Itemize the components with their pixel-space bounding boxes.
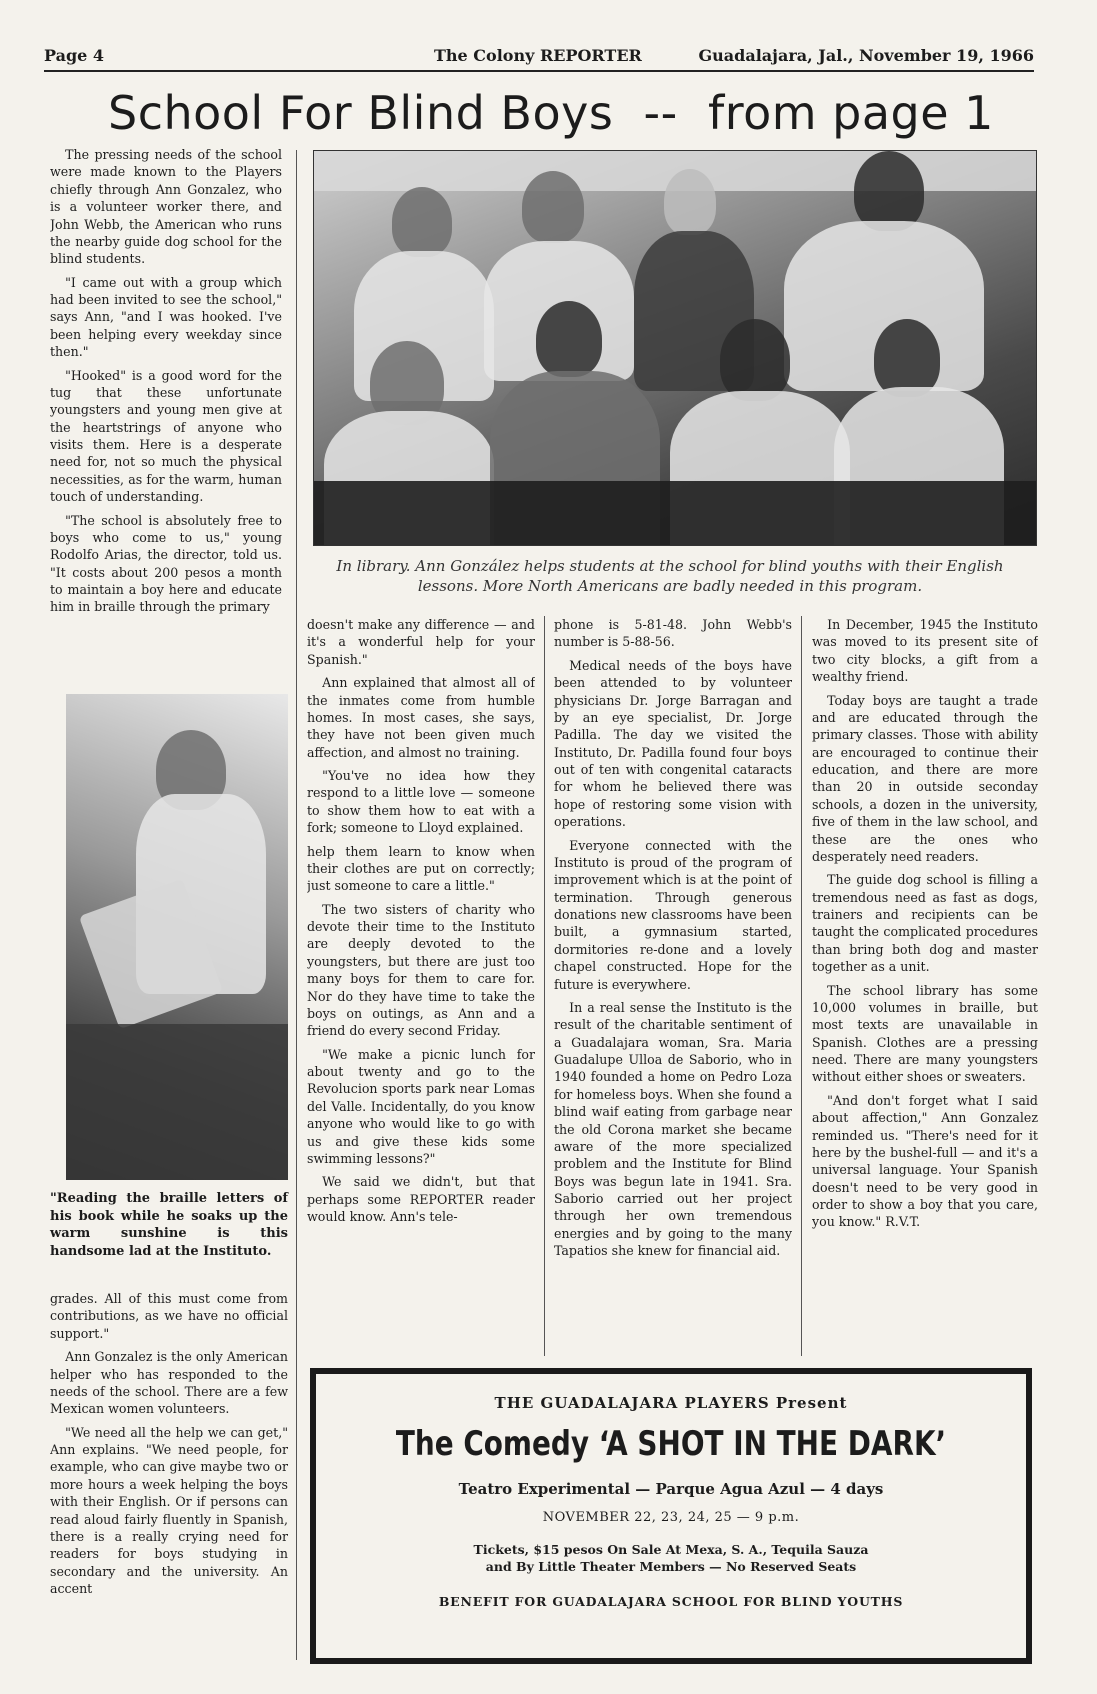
players-advertisement: [310, 1368, 1032, 1664]
paragraph: We said we didn't, but that perhaps some REPORTER reader would know. Ann's tele-: [307, 1174, 535, 1224]
paragraph: The school library has some 10,000 volumes in braille, but most texts are unavailable in Spanish. Clothes are a pressing need. There are many youngsters without either shoes or sweaters.: [812, 982, 1038, 1085]
ad-benefit: BENEFIT FOR GUADALAJARA SCHOOL FOR BLIND YOUTHS: [438, 1594, 904, 1609]
paragraph: "You've no idea how they respond to a little love — someone to show them how to eat with a fork; someone to Lloyd explained.: [307, 768, 535, 836]
paragraph: "We make a picnic lunch for about twenty and go to the Revolucion sports park near Lomas del Valle. Incidentally, do you know anyone who would like to go with us and give these kids some swimming lessons?": [307, 1046, 535, 1166]
photo-person-head: [536, 301, 602, 377]
photo-person-head: [874, 319, 940, 397]
photo-person-head: [522, 171, 584, 243]
library-group-photo: [313, 150, 1037, 546]
paragraph: Today boys are taught a trade and are educated through the primary classes. Those with ability are encouraged to continue their education, and there are more than 20 in outside seconday schools, a dozen in the university, five of them in the law school, and these are the ones who desperately need readers.: [812, 692, 1038, 864]
column-rule: [544, 616, 545, 1356]
paragraph: "The school is absolutely free to boys who come to us," young Rodolfo Arias, the director, told us. "It costs about 200 pesos a month to maintain a boy here and educate him in braille through the primary: [50, 512, 282, 615]
ad-tickets-line-2: and By Little Theater Members — No Reserved Seats: [485, 1558, 857, 1574]
photo-person-head: [720, 319, 790, 401]
headline: School For Blind Boys -- from page 1: [108, 86, 994, 140]
small-photo-caption: "Reading the braille letters of his book while he soaks up the warm sunshine is this handsome lad at the Instituto.: [50, 1191, 288, 1259]
page-number: Page 4: [44, 46, 105, 65]
paragraph: Ann Gonzalez is the only American helper who has responded to the needs of the school. There are a few Mexican women volunteers.: [50, 1349, 288, 1417]
ad-tickets: [316, 1542, 1026, 1576]
ad-venue: Teatro Experimental — Parque Agua Azul — 4 days: [458, 1480, 884, 1498]
page-header: [44, 46, 1034, 70]
braille-reader-photo: [66, 694, 288, 1180]
dateline: Guadalajara, Jal., November 19, 1966: [698, 46, 1034, 65]
paragraph: Medical needs of the boys have been attended to by volunteer physicians Dr. Jorge Barragan and by an eye specialist, Dr. Jorge Padilla. The day we visited the Instituto, Dr. Padilla found four boys out of ten with congenital cataracts for whom he believed there was hope of restoring some vision with operations.: [554, 657, 792, 830]
article-column-2: [307, 616, 535, 1354]
paragraph: phone is 5-81-48. John Webb's number is 5-88-56.: [554, 617, 792, 650]
paragraph: In a real sense the Instituto is the result of the charitable sentiment of a Guadalajara woman, Sra. Maria Guadalupe Ulloa de Saborio, who in 1940 founded a home on Pedro Loza for homeless boys. When she found a blind waif eating from garbage near the old Corona market she became aware of the more specialized problem and the Institute for Blind Boys was begun late in 1941. Sra. Saborio carried out her project through her own tremendous energies and by going to the many Tapatios she knew for financial aid.: [554, 999, 792, 1259]
ad-dates: NOVEMBER 22, 23, 24, 25 — 9 p.m.: [542, 1510, 800, 1525]
paper-name: The Colony REPORTER: [434, 46, 642, 65]
photo-person-head: [392, 187, 452, 257]
paragraph: The two sisters of charity who devote their time to the Instituto are deeply devoted to the youngsters, but there are just too many boys for them to care for. Nor do they have time to take the boys on outings, as Ann and a friend do every second Friday.: [307, 901, 535, 1039]
article-column-4: [812, 616, 1038, 1354]
photo-ground: [66, 1024, 288, 1180]
paragraph: "We need all the help we can get," Ann explains. "We need people, for example, who can give maybe two or more hours a week helping the boys with their English. Or if persons can read aloud fairly fluently in Spanish, there is a really crying need for readers for boys studying in secondary and the university. An accent: [50, 1424, 288, 1596]
article-column-1-top: [50, 146, 282, 662]
paragraph: Ann explained that almost all of the inmates come from humble homes. In most cases, she says, they have not been given much affection, and almost no training.: [307, 675, 535, 760]
paragraph: In December, 1945 the Instituto was moved to its present site of two city blocks, a gift from a wealthy friend.: [812, 617, 1038, 685]
ad-title: The Comedy ‘A SHOT IN THE DARK’: [395, 1424, 947, 1464]
paragraph: The pressing needs of the school were made known to the Players chiefly through Ann Gonzalez, who is a volunteer worker there, and John Webb, the American who runs the nearby guide dog school for the blind students.: [50, 147, 282, 267]
photo-person-head: [854, 151, 924, 231]
article-column-1-bottom: [50, 1290, 288, 1642]
paragraph: The guide dog school is filling a tremendous need as fast as dogs, trainers and recipients can be taught the complicated procedures than bring both dog and master together as a unit.: [812, 872, 1038, 975]
paragraph: doesn't make any difference — and it's a wonderful help for your Spanish.": [307, 617, 535, 667]
ad-tickets-line-1: Tickets, $15 pesos On Sale At Mexa, S. A., Tequila Sauza: [473, 1542, 869, 1557]
paragraph: "Hooked" is a good word for the tug that these unfortunate youngsters and young men give at the heartstrings of anyone who visits them. Here is a desperate need for, not so much the physical necessities, as for the warm, human touch of understanding.: [50, 367, 282, 505]
column-rule: [296, 150, 297, 1660]
paragraph: Everyone connected with the Instituto is proud of the program of improvement which is at the point of termination. Through generous donations new classrooms have been built, a gymnasium started, dormitories re-done and a lovely chapel constructed. Hope for the future is everywhere.: [554, 837, 792, 992]
paragraph: grades. All of this must come from contributions, as we have no official support.": [50, 1291, 288, 1341]
photo-woman-head: [664, 169, 716, 235]
main-photo-caption: In library. Ann González helps students at the school for blind youths with their English lessons. More North Americans are badly needed in this program.: [336, 557, 1004, 596]
paragraph: help them learn to know when their clothes are put on correctly; just someone to care a little.": [307, 843, 535, 894]
ad-presenter: THE GUADALAJARA PLAYERS Present: [494, 1394, 848, 1412]
photo-table: [314, 481, 1036, 545]
paragraph: "I came out with a group which had been invited to see the school," says Ann, "and I was hooked. I've been helping every weekday since then.": [50, 274, 282, 360]
header-rule: [44, 70, 1034, 72]
column-rule: [801, 616, 802, 1356]
paragraph: "And don't forget what I said about affection," Ann Gonzalez reminded us. "There's need for it here by the bushel-full — and it's a universal language. Your Spanish doesn't need to be very good in order to show a boy that you care, you know." R.V.T.: [812, 1092, 1038, 1230]
article-column-3: [554, 616, 792, 1354]
